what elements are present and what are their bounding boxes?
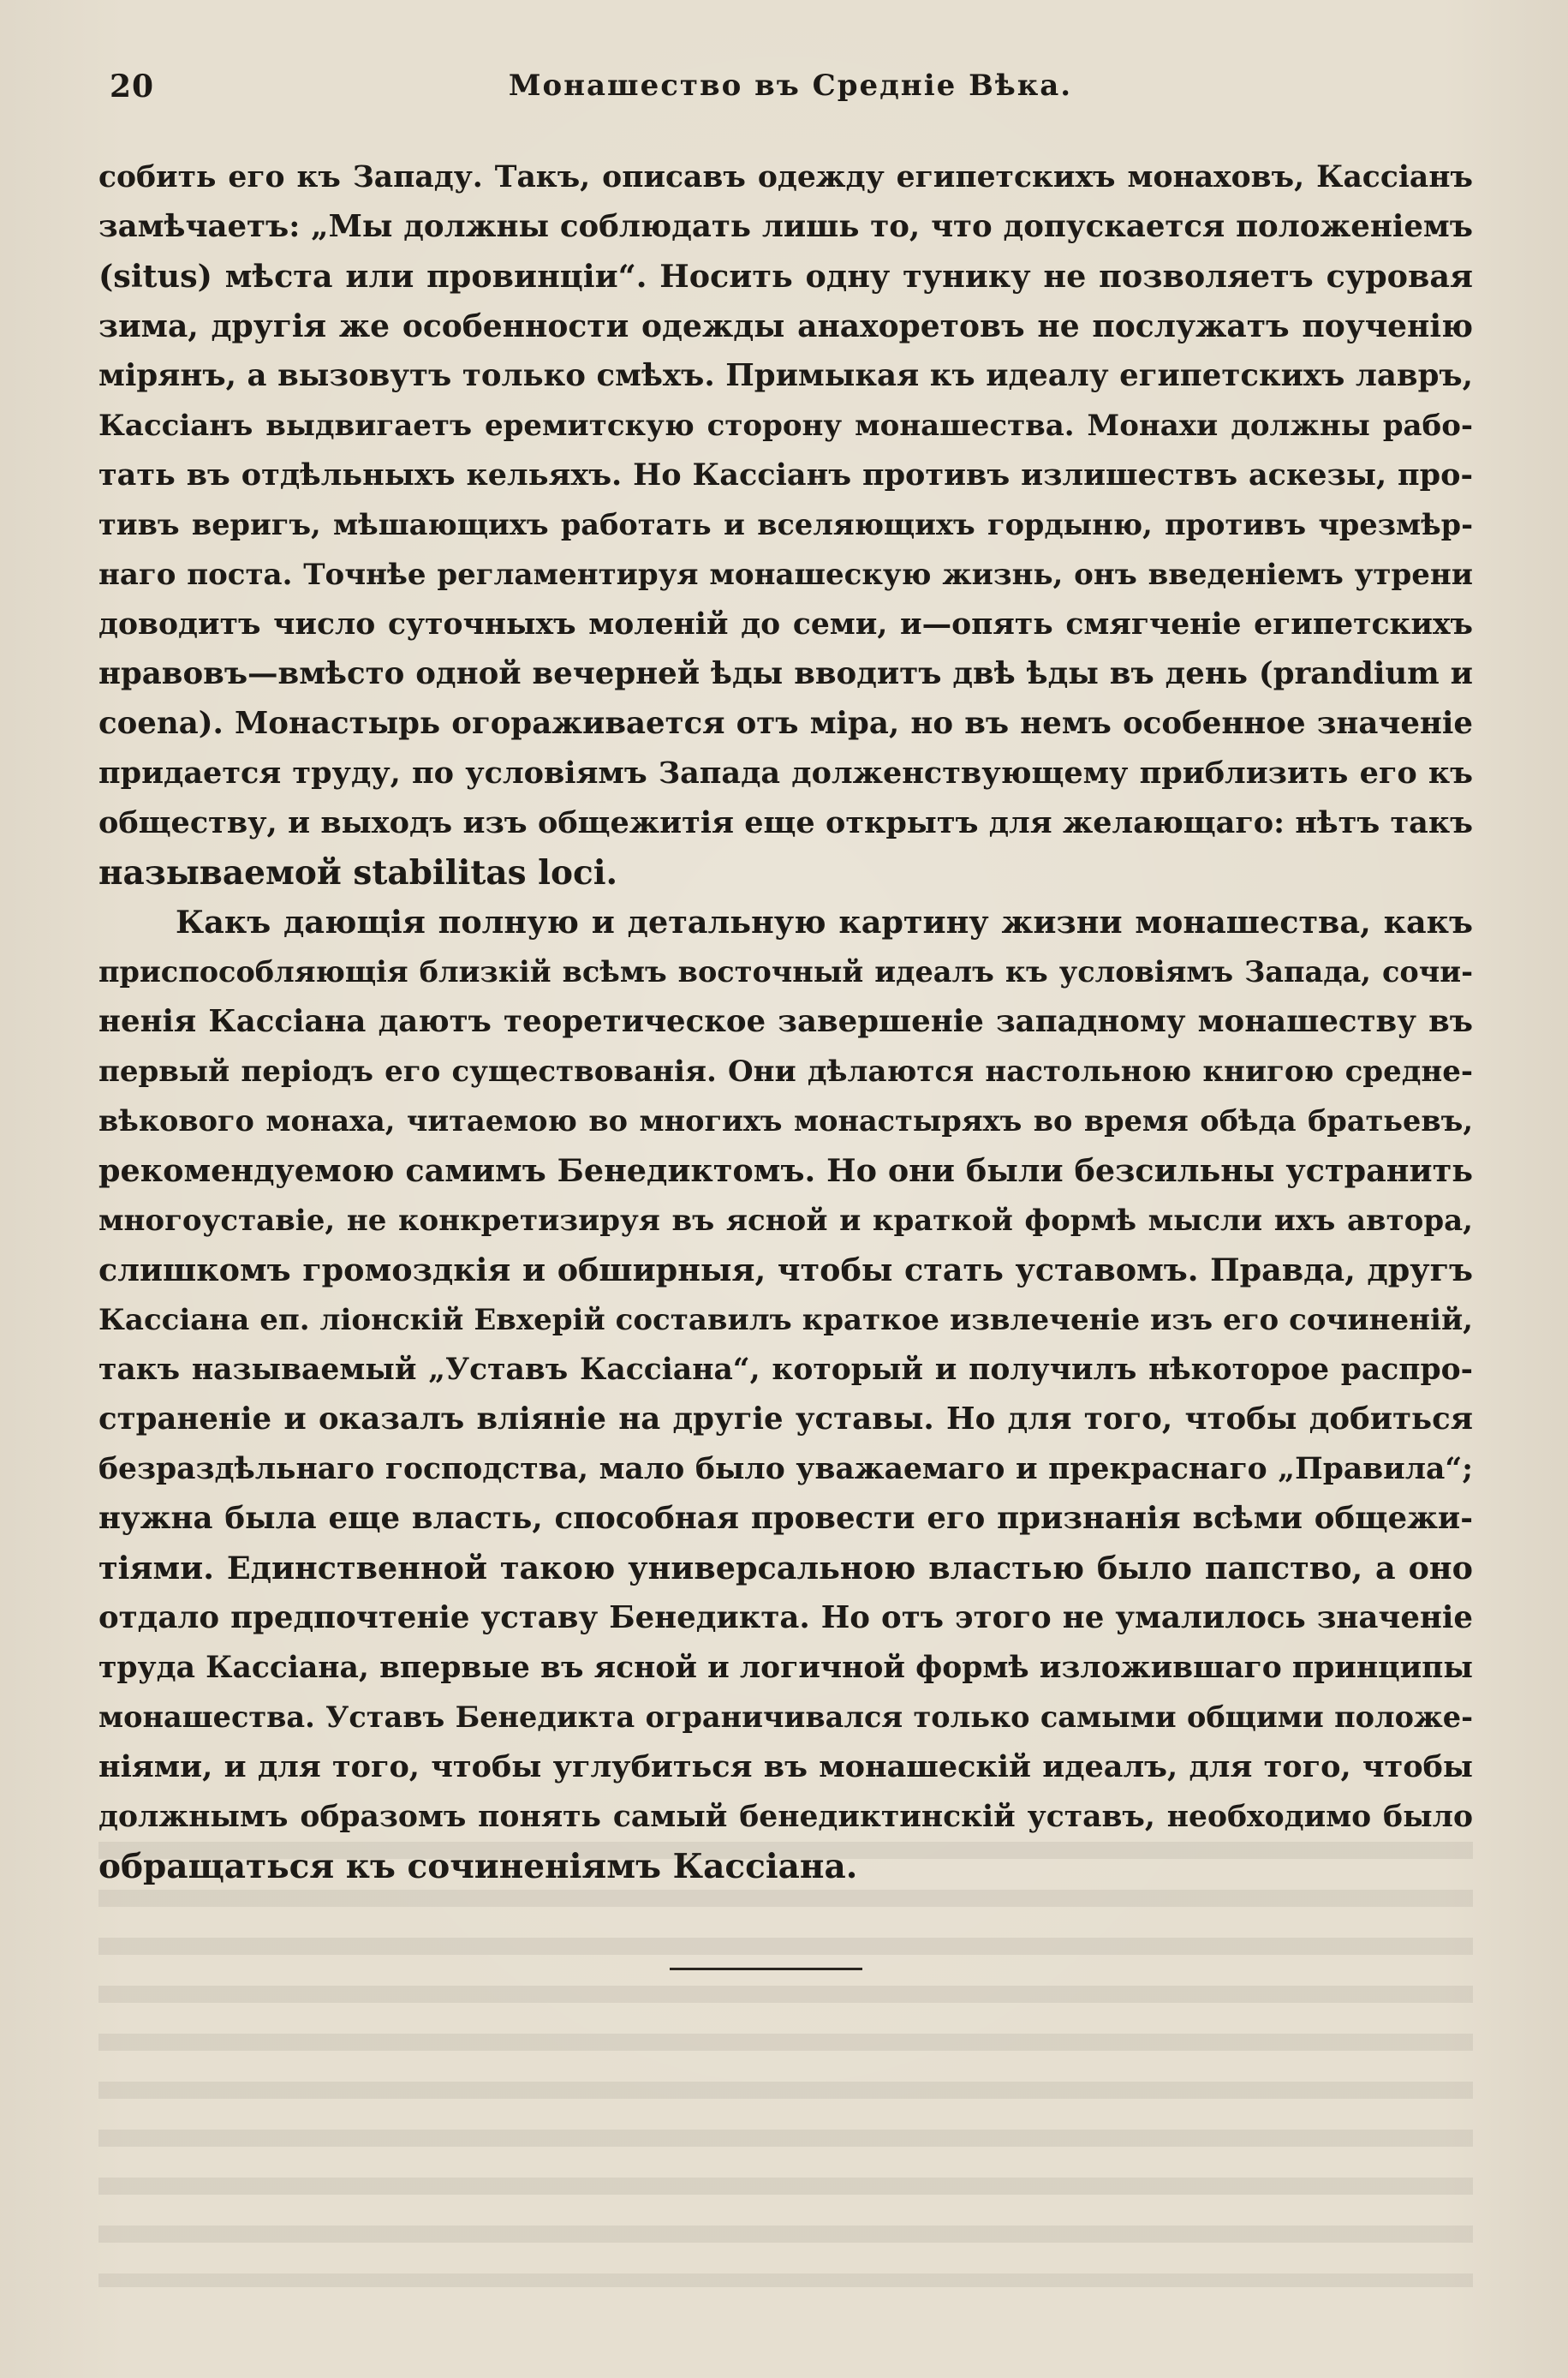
text-line: труда Кассіана, впервые въ ясной и логичной формѣ изложившаго принципы: [98, 1651, 1473, 1685]
text-line: тать въ отдѣльныхъ кельяхъ. Но Кассіанъ противъ излишествъ аскезы, про-: [98, 457, 1473, 493]
text-line: обращаться къ сочиненіямъ Кассіана.: [98, 1847, 858, 1886]
text-line: называемой stabilitas loci.: [98, 853, 618, 893]
text-line: придается труду, по условіямъ Запада долженствующему приблизить его къ: [98, 756, 1473, 791]
text-line: вѣкового монаха, читаемою во многихъ монастыряхъ во время обѣда братьевъ,: [98, 1104, 1473, 1138]
page-number: 20: [110, 69, 155, 105]
text-line: Кассіана еп. ліонскій Евхерій составилъ краткое извлеченіе изъ его сочиненій,: [98, 1303, 1473, 1337]
text-line: Какъ дающія полную и детальную картину жизни монашества, какъ: [176, 904, 1473, 941]
text-line: доводитъ число суточныхъ моленій до семи, и—опять смягченіе египетскихъ: [98, 607, 1473, 642]
text-line: мірянъ, а вызовутъ только смѣхъ. Примыкая къ идеалу египетскихъ лавръ,: [98, 358, 1473, 393]
text-line: зима, другія же особенности одежды анахоретовъ не послужатъ поученію: [98, 308, 1473, 344]
text-line: тивъ веригъ, мѣшающихъ работать и вселяющихъ гордыню, противъ чрезмѣр-: [98, 508, 1473, 541]
body-text: [98, 152, 1473, 1891]
text-line: тіями. Единственной такою универсальною властью было папство, а оно: [98, 1550, 1473, 1586]
text-line: приспособляющія близкій всѣмъ восточный идеалъ къ условіямъ Запада, сочи-: [98, 955, 1473, 989]
text-line: нужна была еще власть, способная провести его признанія всѣми общежи-: [98, 1501, 1473, 1536]
text-line: ніями, и для того, чтобы углубиться въ монашескій идеалъ, для того, чтобы: [98, 1749, 1473, 1784]
text-line: собить его къ Западу. Такъ, описавъ одежду египетскихъ монаховъ, Кассіанъ: [98, 160, 1473, 194]
text-line: наго поста. Точнѣе регламентируя монашескую жизнь, онъ введеніемъ утрени: [98, 558, 1473, 592]
text-line: страненіе и оказалъ вліяніе на другіе уставы. Но для того, чтобы добиться: [98, 1401, 1473, 1437]
text-line: (situs) мѣста или провинціи“. Носить одну тунику не позволяетъ суровая: [98, 258, 1473, 295]
text-line: монашества. Уставъ Бенедикта ограничивался только самыми общими положе-: [98, 1700, 1473, 1734]
text-line: многоуставіе, не конкретизируя въ ясной и краткой формѣ мысли ихъ автора,: [98, 1204, 1473, 1238]
text-line: такъ называемый „Уставъ Кассіана“, который и получилъ нѣкоторое распро-: [98, 1353, 1473, 1387]
text-line: нравовъ—вмѣсто одной вечерней ѣды вводитъ двѣ ѣды въ день (prandium и: [98, 656, 1473, 691]
text-line: замѣчаетъ: „Мы должны соблюдать лишь то, что допускается положеніемъ: [98, 209, 1473, 244]
text-line: рекомендуемою самимъ Бенедиктомъ. Но они были безсильны устранить: [98, 1152, 1473, 1189]
text-line: безраздѣльнаго господства, мало было уважаемаго и прекраснаго „Правила“;: [98, 1452, 1473, 1486]
paragraph-1: [98, 152, 1473, 898]
text-line: обществу, и выходъ изъ общежитія еще открытъ для желающаго: нѣтъ такъ: [98, 805, 1473, 840]
show-through-texture: [98, 1842, 1473, 2287]
text-line: должнымъ образомъ понять самый бенедиктинскій уставъ, необходимо было: [98, 1800, 1473, 1834]
running-title: Монашество въ Средніе Вѣка.: [508, 69, 1073, 103]
text-line: отдало предпочтеніе уставу Бенедикта. Но отъ этого не умалилось значеніе: [98, 1600, 1473, 1635]
text-line: Кассіанъ выдвигаетъ еремитскую сторону монашества. Монахи должны рабо-: [98, 409, 1473, 443]
text-line: слишкомъ громоздкія и обширныя, чтобы стать уставомъ. Правда, другъ: [98, 1252, 1473, 1288]
text-line: ненія Кассіана даютъ теоретическое завершеніе западному монашеству въ: [98, 1004, 1473, 1039]
text-line: coena). Монастырь огораживается отъ міра, но въ немъ особенное значеніе: [98, 706, 1473, 741]
text-line: первый періодъ его существованія. Они дѣлаются настольною книгою средне-: [98, 1055, 1473, 1089]
section-divider: [670, 1968, 862, 1970]
paragraph-2: [98, 898, 1473, 1891]
page-header: [110, 69, 1471, 120]
